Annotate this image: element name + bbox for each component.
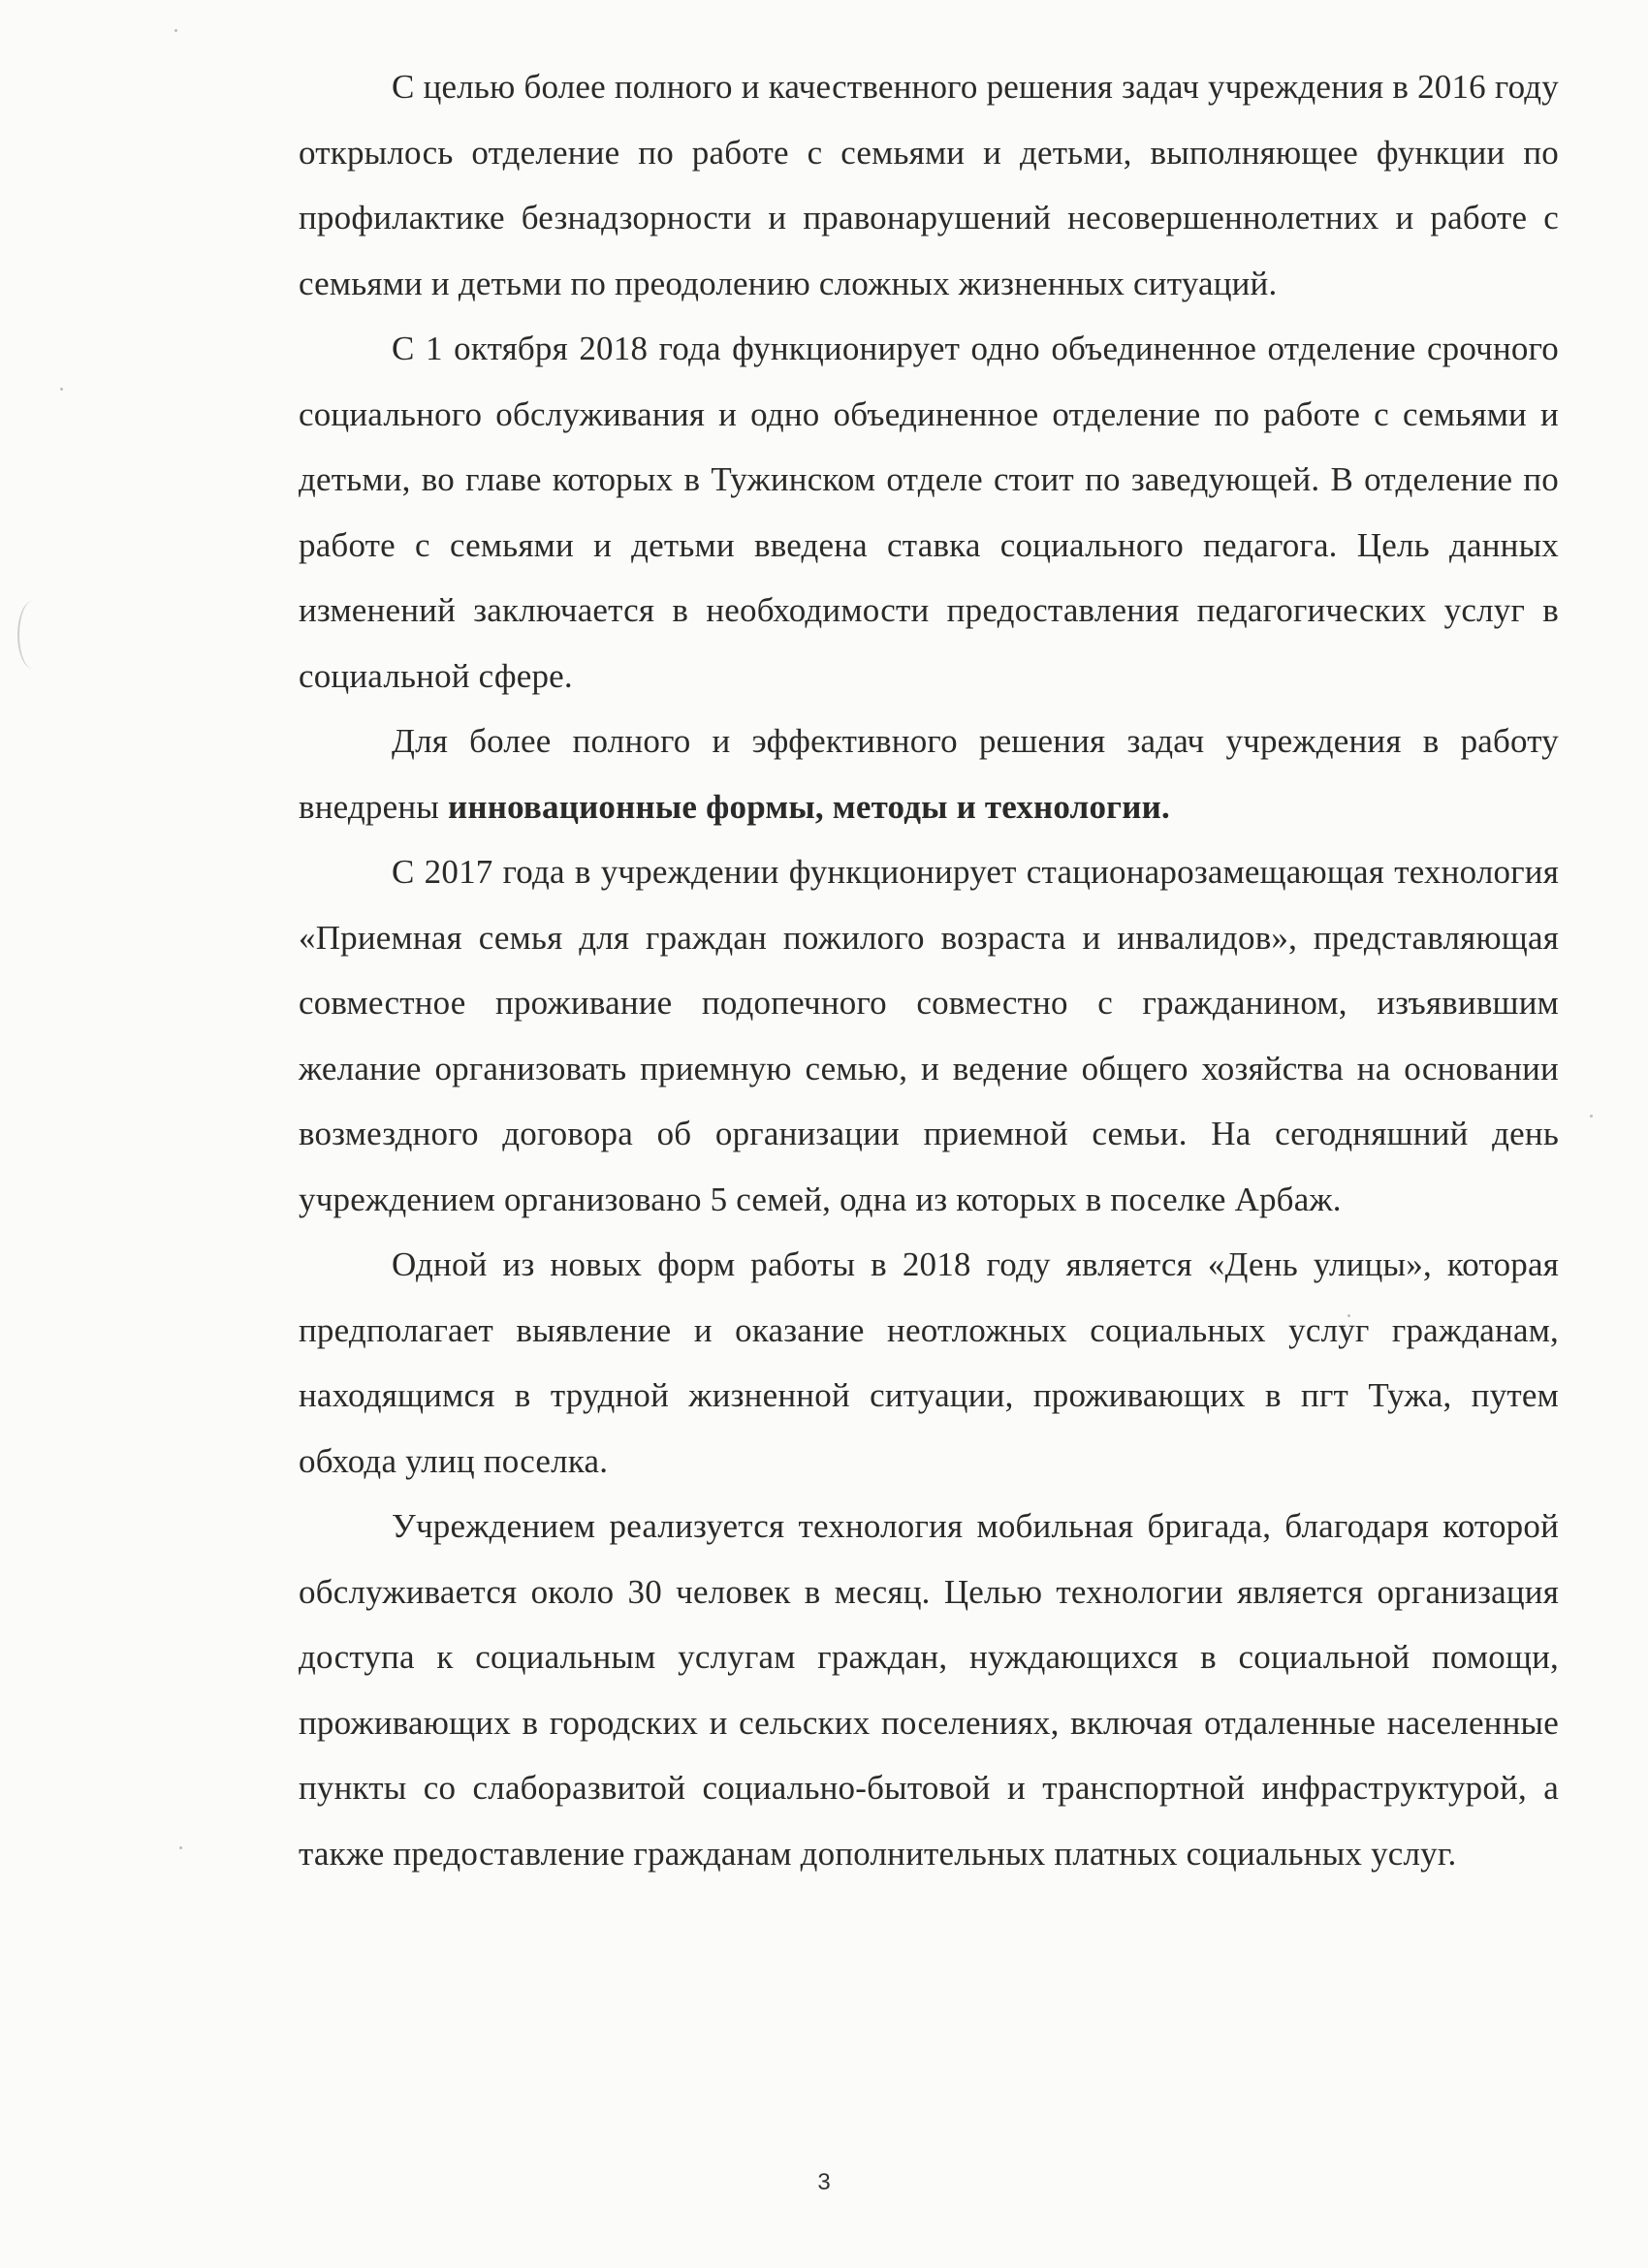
paragraph-6: Учреждением реализуется технология мобильная бригада, благодаря которой обслуживается около 30 человек в месяц. Целью технологии является организация доступа к социальным услугам граждан, нуждающихся в социальной помощи, проживающих в городских и сельских поселениях, включая отдаленные населенные пункты со слаборазвитой социально-бытовой и транспортной инфраструктурой, а также предоставление гражданам дополнительных платных социальных услуг. bbox=[299, 1507, 1559, 1873]
scan-dust bbox=[1590, 1115, 1593, 1118]
paragraph-4: С 2017 года в учреждении функционирует стационарозамещающая технология «Приемная семья для граждан пожилого возраста и инвалидов», представляющая совместное проживание подопечного совместно с гражданином, изъявившим желание организовать приемную семью, и ведение общего хозяйства на основании возмездного договора об организации приемной семьи. На сегодняшний день учреждением организовано 5 семей, одна из которых в поселке Арбаж. bbox=[299, 853, 1559, 1218]
paragraph-3-text: Для более полного и эффективного решения задач учреждения в работу внедрены bbox=[299, 722, 1559, 826]
paragraph-3 bbox=[299, 709, 1559, 839]
paragraph-3-bold-text: инновационные формы, методы и технологии. bbox=[447, 787, 1170, 826]
paragraph-1: С целью более полного и качественного решения задач учреждения в 2016 году открылось отделение по работе с семьями и детьми, выполняющее функции по профилактике безнадзорности и правонарушений несовершеннолетних и работе с семьями и детьми по преодолению сложных жизненных ситуаций. bbox=[299, 68, 1559, 302]
scan-dust bbox=[174, 29, 177, 32]
paragraph-2: С 1 октября 2018 года функционирует одно объединенное отделение срочного социального обслуживания и одно объединенное отделение по работе с семьями и детьми, во главе которых в Тужинском отделе стоит по заведующей. В отделение по работе с семьями и детьми введена ставка социального педагога. Цель данных изменений заключается в необходимости предоставления педагогических услуг в социальной сфере. bbox=[299, 330, 1559, 695]
scan-artifact bbox=[17, 601, 48, 669]
scan-dust bbox=[60, 388, 63, 391]
scan-dust bbox=[179, 1846, 182, 1849]
page-number: 3 bbox=[817, 2169, 831, 2195]
paragraph-5: Одной из новых форм работы в 2018 году является «День улицы», которая предполагает выявление и оказание неотложных социальных услуг гражданам, находящимся в трудной жизненной ситуации, проживающих в пгт Тужа, путем обхода улиц поселка. bbox=[299, 1245, 1559, 1480]
body-text bbox=[299, 54, 1559, 1886]
